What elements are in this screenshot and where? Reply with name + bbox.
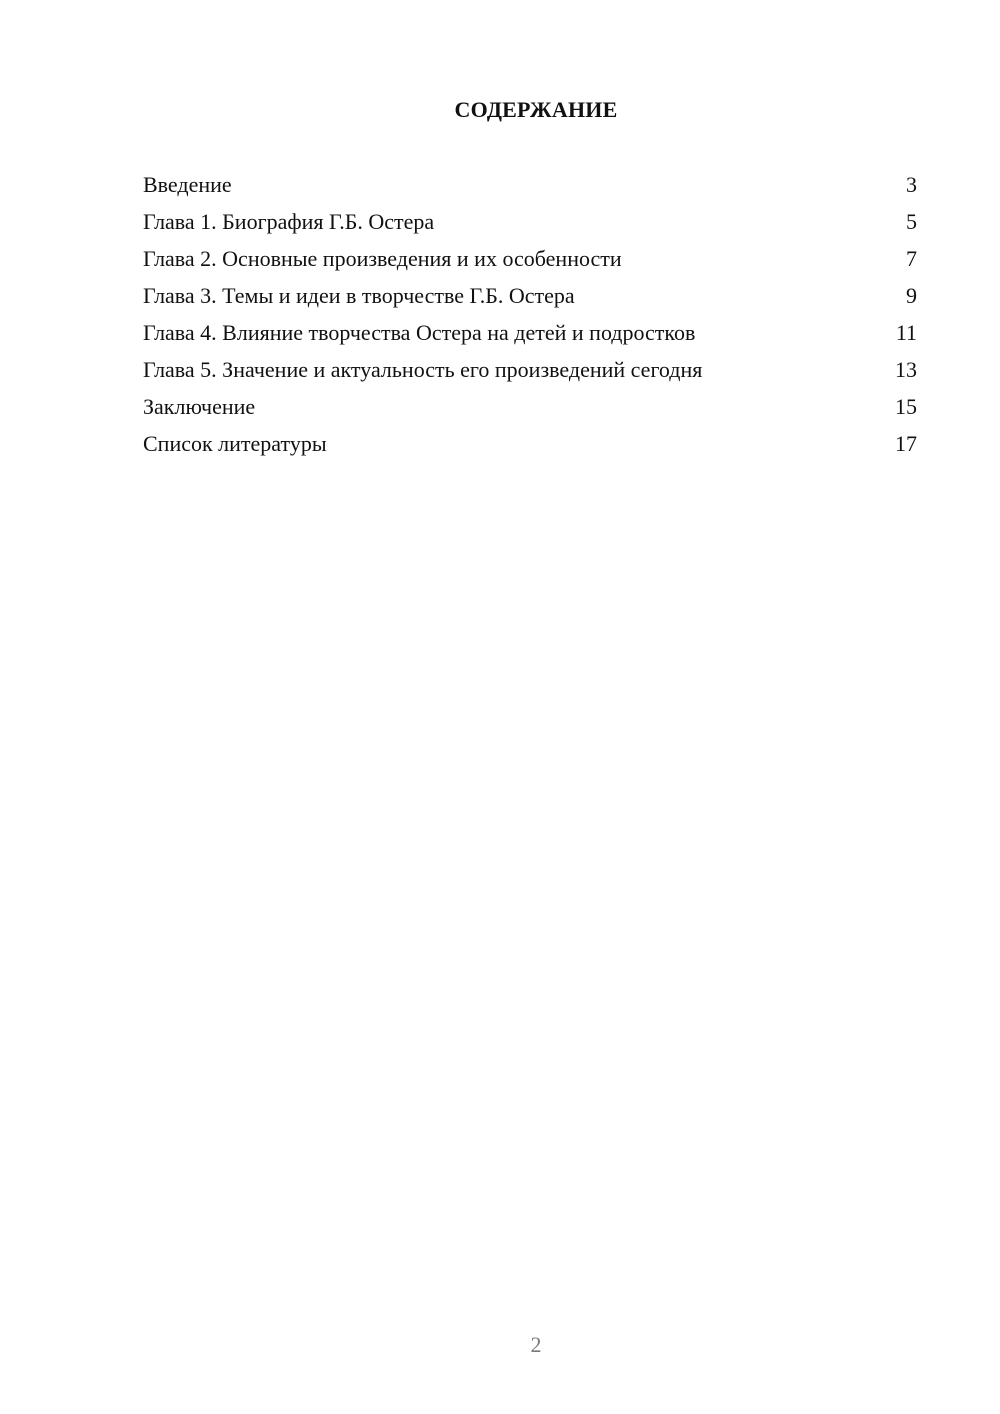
toc-item-introduction[interactable] [143, 169, 919, 206]
toc-item-page: 13 [895, 357, 917, 382]
toc-item-title: Глава 3. Темы и идеи в творчестве Г.Б. Остера [143, 283, 575, 308]
page-number: 2 [530, 1332, 542, 1357]
toc-item-title: Глава 4. Влияние творчества Остера на детей и подростков [143, 320, 696, 345]
toc-item-title: Введение [143, 172, 232, 197]
toc-item-page: 3 [906, 172, 917, 197]
toc-item-chapter-2[interactable] [143, 243, 919, 280]
table-of-contents [143, 169, 919, 465]
toc-item-chapter-3[interactable] [143, 280, 919, 317]
toc-item-title: Глава 1. Биография Г.Б. Остера [143, 209, 435, 234]
page-title: СОДЕРЖАНИЕ [454, 97, 618, 122]
toc-item-title: Заключение [143, 394, 256, 419]
toc-item-page: 11 [895, 320, 917, 345]
toc-item-page: 5 [906, 209, 917, 234]
toc-item-chapter-1[interactable] [143, 206, 919, 243]
toc-item-conclusion[interactable] [143, 391, 919, 428]
toc-item-page: 9 [906, 283, 917, 308]
toc-item-page: 17 [895, 431, 917, 456]
toc-item-chapter-4[interactable] [143, 317, 919, 354]
toc-item-page: 15 [895, 394, 917, 419]
toc-item-title: Глава 5. Значение и актуальность его произведений сегодня [143, 357, 703, 382]
toc-item-page: 7 [906, 246, 917, 271]
toc-item-references[interactable] [143, 428, 919, 465]
toc-item-title: Список литературы [143, 431, 327, 456]
toc-item-chapter-5[interactable] [143, 354, 919, 391]
toc-item-title: Глава 2. Основные произведения и их особенности [143, 246, 622, 271]
